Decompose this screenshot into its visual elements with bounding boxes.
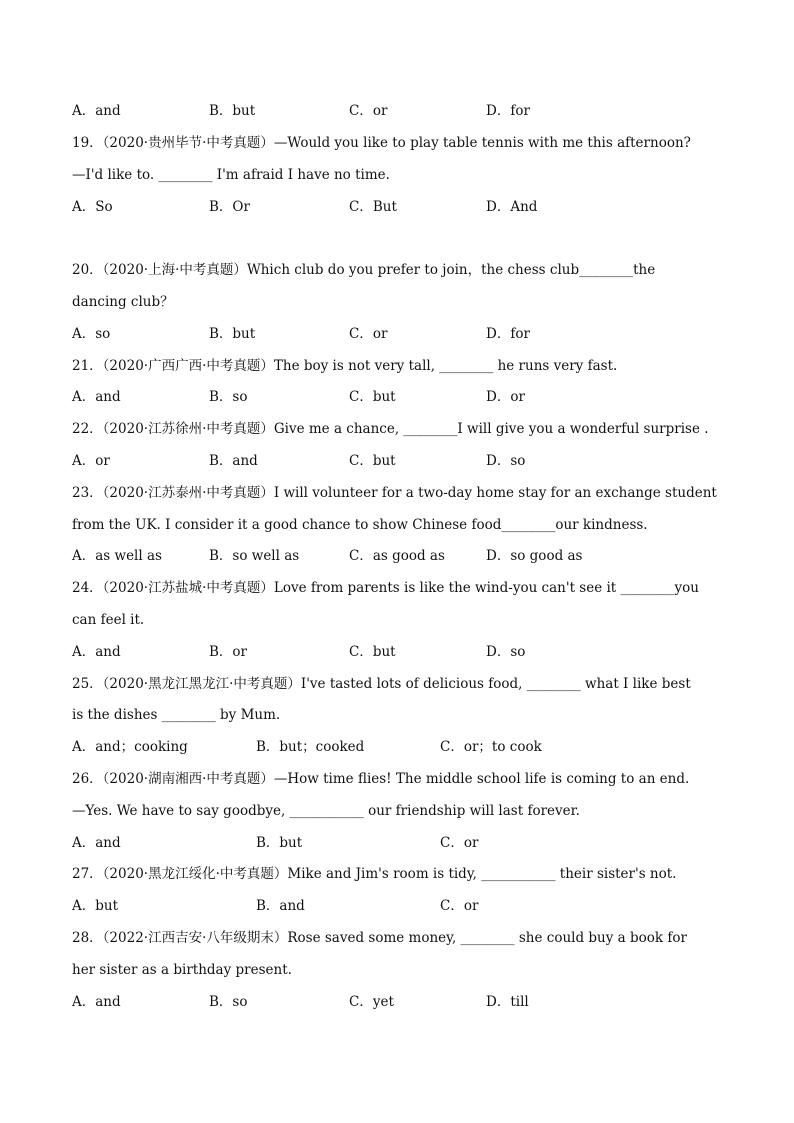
option-c: C．or	[440, 835, 479, 851]
option-b: B．but	[209, 103, 256, 119]
question-25-line-2: is the dishes ________ by Mum.	[72, 707, 281, 723]
option-a: A．and；cooking	[72, 739, 188, 755]
question-28-line-2: her sister as a birthday present.	[72, 962, 292, 978]
question-27-line-1: 27．（2020·黑龙江绥化·中考真题）Mike and Jim's room is tidy, ___________ their sister's not.	[72, 866, 677, 882]
question-20-line-2: dancing club？	[72, 294, 174, 310]
option-a: A．and	[72, 994, 121, 1010]
option-c: C．or	[349, 326, 388, 342]
option-b: B．but	[209, 326, 256, 342]
option-a: A．and	[72, 835, 121, 851]
option-a: A．as well as	[72, 548, 162, 564]
option-c: C．yet	[349, 994, 394, 1010]
question-22-line-1: 22．（2020·江苏徐州·中考真题）Give me a chance, ________I will give you a wonderful surprise .	[72, 421, 709, 437]
question-23-line-1: 23．（2020·江苏泰州·中考真题）I will volunteer for a two-day home stay for an exchange student	[72, 485, 717, 501]
option-b: B．but；cooked	[256, 739, 365, 755]
option-a: A．but	[72, 898, 119, 914]
question-24-line-2: can feel it.	[72, 612, 145, 628]
option-c: C．but	[349, 453, 396, 469]
option-d: D．so good as	[486, 548, 583, 564]
option-d: D．for	[486, 103, 530, 119]
option-a: A．so	[72, 326, 111, 342]
option-a: A．and	[72, 644, 121, 660]
question-25-line-1: 25．（2020·黑龙江黑龙江·中考真题）I've tasted lots of delicious food, ________ what I like best	[72, 676, 691, 692]
option-c: C．but	[349, 644, 396, 660]
option-d: D．so	[486, 453, 526, 469]
question-19-line-2: —I'd like to. ________ I'm afraid I have no time.	[72, 167, 390, 183]
option-b: B．so	[209, 994, 248, 1010]
option-c: C．or；to cook	[440, 739, 542, 755]
option-a: A．and	[72, 103, 121, 119]
option-d: D．so	[486, 644, 526, 660]
question-24-line-1: 24．（2020·江苏盐城·中考真题）Love from parents is like the wind-you can't see it ________you	[72, 580, 699, 596]
option-d: D．for	[486, 326, 530, 342]
question-19-line-1: 19．（2020·贵州毕节·中考真题）—Would you like to play table tennis with me this afternoon?	[72, 135, 691, 151]
question-26-line-2: —Yes. We have to say goodbye, ___________ our friendship will last forever.	[72, 803, 580, 819]
option-a: A．or	[72, 453, 110, 469]
option-d: D．And	[486, 199, 538, 215]
option-b: B．but	[256, 835, 303, 851]
option-b: B．or	[209, 644, 248, 660]
option-d: D．till	[486, 994, 529, 1010]
option-b: B．so well as	[209, 548, 300, 564]
question-20-line-1: 20．（2020·上海·中考真题）Which club do you prefer to join，the chess club________the	[72, 262, 656, 278]
option-a: A．So	[72, 199, 113, 215]
option-c: C．as good as	[349, 548, 445, 564]
option-a: A．and	[72, 389, 121, 405]
option-b: B．Or	[209, 199, 250, 215]
question-28-line-1: 28．（2022·江西吉安·八年级期末）Rose saved some money, ________ she could buy a book for	[72, 930, 687, 946]
option-b: B．so	[209, 389, 248, 405]
option-d: D．or	[486, 389, 525, 405]
option-b: B．and	[256, 898, 305, 914]
option-c: C．But	[349, 199, 397, 215]
option-c: C．but	[349, 389, 396, 405]
question-23-line-2: from the UK. I consider it a good chance to show Chinese food________our kindness.	[72, 517, 648, 533]
option-b: B．and	[209, 453, 258, 469]
question-26-line-1: 26．（2020·湖南湘西·中考真题）—How time flies! The middle school life is coming to an end.	[72, 771, 690, 787]
option-c: C．or	[440, 898, 479, 914]
option-c: C．or	[349, 103, 388, 119]
question-21-line-1: 21．（2020·广西广西·中考真题）The boy is not very tall, ________ he runs very fast.	[72, 358, 618, 374]
